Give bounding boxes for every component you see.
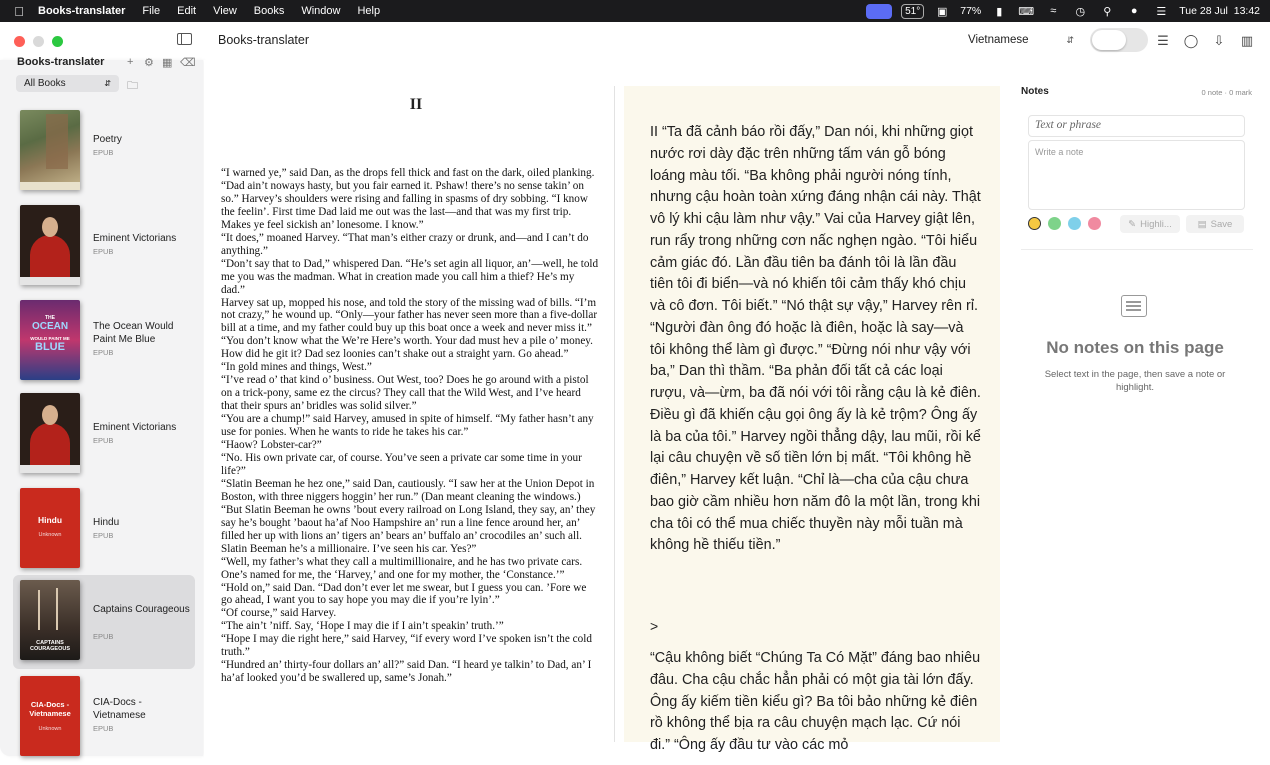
menu-window[interactable]: Window bbox=[301, 5, 341, 17]
book-format: EPUB bbox=[93, 247, 114, 256]
cover-text: OCEAN bbox=[31, 321, 69, 332]
filter-value: All Books bbox=[24, 78, 66, 89]
save-label: Save bbox=[1210, 218, 1233, 230]
sidebar-toggle-icon[interactable] bbox=[177, 33, 192, 45]
red-cover bbox=[20, 676, 80, 756]
menu-view[interactable]: View bbox=[213, 5, 237, 17]
download-icon[interactable]: ⇩ bbox=[1213, 33, 1225, 48]
notes-panel bbox=[1010, 60, 1270, 760]
ocean-cover bbox=[20, 300, 80, 380]
swatch-blue[interactable] bbox=[1068, 217, 1081, 230]
sliders-icon[interactable]: ☰ bbox=[1157, 33, 1169, 48]
translation-page bbox=[624, 86, 1000, 753]
book-title: Eminent Victorians bbox=[93, 422, 177, 433]
translation-text[interactable] bbox=[650, 122, 982, 557]
book-item[interactable] bbox=[13, 200, 195, 294]
book-title: Eminent Victorians bbox=[93, 233, 177, 244]
book-format: EPUB bbox=[93, 436, 114, 445]
menu-books[interactable]: Books bbox=[253, 5, 285, 17]
notes-count: 0 note · 0 mark bbox=[1201, 88, 1252, 97]
globe-icon[interactable]: ◯ bbox=[1183, 33, 1199, 48]
control-icon[interactable] bbox=[866, 4, 892, 19]
book-item[interactable] bbox=[13, 295, 195, 389]
cover-text: BLUE bbox=[35, 341, 65, 353]
painting-cover bbox=[20, 110, 80, 190]
cover-text: Unknown bbox=[38, 726, 62, 732]
original-text[interactable] bbox=[221, 167, 599, 685]
book-format: EPUB bbox=[93, 724, 114, 733]
settings-icon[interactable]: ⚙ bbox=[144, 57, 154, 69]
language-value: Vietnamese bbox=[968, 34, 1029, 46]
book-item[interactable] bbox=[13, 388, 195, 482]
book-title: Hindu bbox=[93, 517, 120, 528]
section-marker: > bbox=[650, 618, 659, 634]
menu-help[interactable]: Help bbox=[357, 5, 381, 17]
notes-empty-icon bbox=[1121, 295, 1147, 317]
pencil-icon: ✎ bbox=[1128, 218, 1137, 230]
window-toolbar bbox=[0, 22, 1270, 60]
cover-text: CIA-Docs - Vietnamese bbox=[29, 700, 71, 718]
cover-text: THE bbox=[45, 315, 55, 321]
note-placeholder: Write a note bbox=[1035, 147, 1084, 157]
clock-icon[interactable]: ◷ bbox=[1075, 5, 1086, 18]
book-format: EPUB bbox=[93, 632, 114, 641]
save-button[interactable] bbox=[1186, 215, 1244, 233]
swatch-green[interactable] bbox=[1048, 217, 1061, 230]
portrait-cover bbox=[20, 393, 80, 473]
battery-status[interactable]: 77% bbox=[960, 5, 982, 17]
cover-text: Unknown bbox=[38, 532, 62, 538]
book-format: EPUB bbox=[93, 348, 114, 357]
user-icon[interactable]: ● bbox=[1130, 5, 1138, 17]
notes-title: Notes bbox=[1021, 86, 1049, 97]
red-cover bbox=[20, 488, 80, 568]
chart-icon[interactable]: ▦ bbox=[162, 57, 173, 69]
keyboard-icon[interactable]: ⌨ bbox=[1018, 5, 1035, 18]
window-controls bbox=[14, 36, 63, 47]
weather-status[interactable] bbox=[901, 4, 924, 19]
original-paragraphs: “I warned ye,” said Dan, as the drops fell thick and fast on the dark, oiled planking. “Dad ain’t noways hasty, but you fair earned it. Pshaw! there’s no sense takin’ on so.” Harvey’s shoulders were rising and falling in spasms of dry sobbing. “I know the feelin’. First time Dad laid me out was the last—and that was my first trip. Makes ye feel sickish an’ lonesome. I know.” “It does,” moaned Harvey. “That man’s either crazy or drunk, and—and I can’t do anything.” “Don’t say that to Dad,” whispered Dan. “He’s set agin all liquor, an’—well, he told me you was the madman. What in creation made you call him a thief? He’s my dad.” Harvey sat up, mopped his nose, and told the story of the missing wad of bills. “I’m not crazy,” he wound up. “Only—your father has never seen more than a five-dollar bill at a time, and my father could buy up this boat once a week and never miss it.” “You don’t know what the We’re Here’s worth. Your dad must hev a pile o’ money. How did he git it? Dad sez loonies can’t shake out a straight yarn. Go ahead.” “In gold mines and things, West.” “I’ve read o’ that kind o’ business. Out West, too? Does he go around with a pistol on a trick-pony, same ez the circus? They call that the Wild West, and I’ve heard that their spurs an’ bridles was solid silver.” “You are a chump!” said Harvey, amused in spite of himself. “My father hasn’t any use for ponies. When he wants to ride he takes his car.” “Haow? Lobster-car?” “No. His own private car, of course. You’ve seen a private car some time in your life?” “Slatin Beeman he hez one,” said Dan, cautiously. “I saw her at the Union Depot in Boston, with three niggers hoggin’ her run.” (Dan meant cleaning the windows.) “But Slatin Beeman he owns ’bout every railroad on Long Island, they say, an’ they say he’s bought ’baout ha’af Noo Hampshire an’ run a line fence around her, an’ filled her up with lions an’ tigers an’ bears an’ buffalo an’ crocodiles an’ such all. Slatin Beeman he’s a millionaire. I’ve seen his car. Yes?” “Well, my father’s what they call a multimillionaire, and he has two private cars. One’s named for me, the ‘Harvey,’ and one for my mother, the ‘Constance.’” “Hold on,” said Dan. “Dad don’t ever let me swear, but I guess you can. ’Fore we go ahead, I want you to say hope you may die if you’re lyin’.” “Of course,” said Harvey. “The ain’t ’niff. Say, ‘Hope I may die if I ain’t speakin’ truth.’” “Hope I may die right here,” said Harvey, “if every word I’ve spoken isn’t the cold truth.” “Hundred an’ thirty-four dollars an’ all?” said Dan. “I heard ye talkin’ to Dad, an’ I ha’af looked you’d be swallered up, same’s Jonah.” bbox=[221, 167, 599, 685]
translation-paragraph-next[interactable]: “Cậu không biết “Chúng Ta Có Mặt” đáng bao nhiêu đâu. Cha cậu chắc hẳn phải có một gia tài lớn đấy. Ông ấy kiếm tiền kiểu gì? Ba tôi bảo những kẻ điên rồ không thể bịa ra câu chuyện mạch lạc. Cứ nói đi.” “Ông ấy đầu tư vào các mỏ bbox=[650, 650, 981, 753]
wifi-icon[interactable]: ≈ bbox=[1050, 5, 1057, 17]
highlight-button[interactable] bbox=[1120, 215, 1180, 233]
book-item[interactable] bbox=[13, 483, 195, 577]
swatch-pink[interactable] bbox=[1088, 217, 1101, 230]
apple-icon[interactable] bbox=[12, 4, 26, 18]
library-sidebar bbox=[0, 56, 203, 756]
menu-bar bbox=[0, 0, 1270, 22]
empty-state-subtitle: Select text in the page, then save a note or highlight. bbox=[1044, 369, 1226, 393]
minimize-window-button[interactable] bbox=[33, 36, 44, 47]
book-format: EPUB bbox=[93, 531, 114, 540]
translation-paragraph: II “Ta đã cảnh báo rồi đấy,” Dan nói, khi những giọt nước rơi dày đặc trên những tấm ván gỗ bóng loáng màu tối. “Ba không phải người nóng tính, nhưng cậu hoàn toàn xứng đáng nhận cái này. Thật vô lý khi cậu làm như vậy.” Vai của Harvey giật lên, run rẩy trong những cơn nấc nghẹn ngào. “Tôi hiểu cảm giác đó. Lần đầu tiên ba đánh tôi là lần đầu tiên tôi đi biển—và nó khiến tôi cảm thấy khó chịu và cô đơn. Tôi biết.” “Nó thật sự vậy,” Harvey rên rỉ. “Người đàn ông đó hoặc là điên, hoặc là say—và tôi không thể làm gì được.” “Đừng nói như vậy với ba,” Dan thì thầm. “Ba phản đối tất cả các loại rượu, và—ừm, ba đã nói với tôi rằng cậu là kẻ điên. Điều gì đã khiến cậu gọi ông ấy là kẻ trộm? Ông ấy là ba của tôi.” Harvey ngồi thẳng dậy, lau mũi, rồi kể lại câu chuyện về số tiền lớn bị mất. “Tôi không hề điên,” Harvey kết luận. “Chỉ là—cha của cậu chưa bao giờ cầm nhiều hơn năm đô la một lần, trong khi cha tôi có thể mua chiếc thuyền này mỗi tuần mà không hề thiếu tiền.” bbox=[650, 124, 981, 554]
theme-toggle[interactable] bbox=[1090, 28, 1148, 52]
save-icon: ▤ bbox=[1197, 218, 1207, 230]
chevron-updown-icon: ⇵ bbox=[1066, 34, 1074, 45]
portrait-cover bbox=[20, 205, 80, 285]
control-center-icon[interactable]: ☰ bbox=[1156, 5, 1167, 18]
book-item[interactable] bbox=[13, 575, 195, 669]
library-icon[interactable]: ▥ bbox=[1240, 33, 1254, 48]
datetime[interactable]: Tue 28 Jul 13:42 bbox=[1179, 5, 1260, 17]
book-title: CIA-Docs - Vietnamese bbox=[93, 697, 146, 721]
menu-app[interactable]: Books-translater bbox=[38, 5, 126, 17]
chapter-number: II bbox=[409, 96, 423, 113]
menu-edit[interactable]: Edit bbox=[177, 5, 197, 17]
book-item[interactable] bbox=[13, 671, 195, 765]
phrase-placeholder: Text or phrase bbox=[1035, 119, 1102, 131]
screen-icon[interactable]: ▣ bbox=[937, 5, 948, 18]
window-title: Books-translater bbox=[218, 33, 310, 47]
weather-text: 51° bbox=[905, 5, 921, 17]
highlight-label: Highli... bbox=[1140, 218, 1172, 230]
cover-text: WOULD PAINT ME bbox=[30, 336, 70, 341]
phrase-input[interactable] bbox=[1028, 115, 1245, 137]
add-icon[interactable]: + bbox=[127, 56, 134, 68]
book-title: Poetry bbox=[93, 134, 122, 145]
chevron-updown-icon: ⇵ bbox=[104, 79, 111, 88]
note-input[interactable] bbox=[1028, 140, 1245, 210]
book-filter-select[interactable] bbox=[16, 75, 119, 92]
empty-state-title: No notes on this page bbox=[1046, 338, 1224, 357]
zoom-window-button[interactable] bbox=[52, 36, 63, 47]
status-area bbox=[866, 0, 1260, 22]
page-divider bbox=[614, 86, 615, 742]
book-title: Captains Courageous bbox=[93, 604, 190, 615]
language-select[interactable] bbox=[962, 28, 1080, 52]
book-title: The Ocean Would Paint Me Blue bbox=[93, 321, 174, 345]
original-page bbox=[204, 60, 614, 760]
menu-file[interactable]: File bbox=[142, 5, 161, 17]
cover-text: CAPTAINS bbox=[36, 640, 64, 646]
ship-cover bbox=[20, 580, 80, 660]
folder-add-icon[interactable]: 🗀 bbox=[127, 80, 138, 92]
book-item[interactable] bbox=[13, 105, 195, 199]
battery-icon[interactable]: ▮ bbox=[996, 5, 1003, 18]
divider bbox=[1021, 249, 1253, 250]
trash-icon[interactable]: ⌫ bbox=[180, 57, 196, 69]
sidebar-header: Books-translater bbox=[17, 56, 105, 68]
swatch-yellow[interactable] bbox=[1028, 217, 1041, 230]
close-window-button[interactable] bbox=[14, 36, 25, 47]
cover-text: Hindu bbox=[37, 515, 63, 525]
search-icon[interactable]: ⚲ bbox=[1103, 5, 1112, 18]
cover-text: COURAGEOUS bbox=[29, 646, 71, 652]
book-format: EPUB bbox=[93, 148, 114, 157]
